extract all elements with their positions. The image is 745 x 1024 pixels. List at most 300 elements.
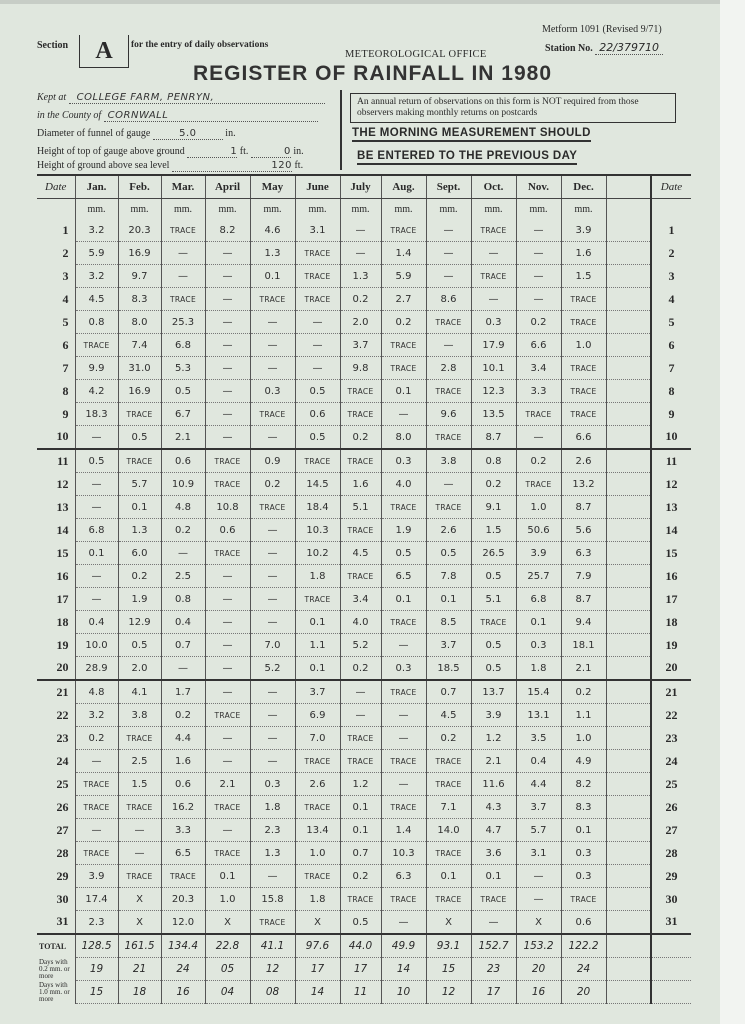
rainfall-cell: 1.3 xyxy=(250,242,295,265)
summary-cell-days-10mm: 04 xyxy=(205,981,250,1004)
rainfall-cell: 6.6 xyxy=(561,426,606,450)
rainfall-cell: 12.9 xyxy=(118,611,161,634)
table-row xyxy=(37,657,691,681)
rainfall-cell: 0.1 xyxy=(381,380,426,403)
date-cell: 9 xyxy=(37,403,75,426)
rainfall-cell: 13.5 xyxy=(471,403,516,426)
rainfall-cell: 0.6 xyxy=(205,519,250,542)
date-cell: 4 xyxy=(37,288,75,311)
rainfall-cell: TRACE xyxy=(381,796,426,819)
rainfall-cell: 2.1 xyxy=(471,750,516,773)
rainfall-cell: TRACE xyxy=(205,796,250,819)
rainfall-cell: 20.3 xyxy=(118,219,161,242)
date-cell-right: 19 xyxy=(651,634,691,657)
rainfall-cell: 26.5 xyxy=(471,542,516,565)
rainfall-cell: — xyxy=(205,819,250,842)
date-cell: 7 xyxy=(37,357,75,380)
table-row xyxy=(37,403,691,426)
rainfall-cell: 9.4 xyxy=(561,611,606,634)
rainfall-cell: 8.3 xyxy=(118,288,161,311)
date-cell: 28 xyxy=(37,842,75,865)
date-cell-right: 3 xyxy=(651,265,691,288)
rainfall-cell: TRACE xyxy=(118,865,161,888)
rainfall-cell: TRACE xyxy=(250,288,295,311)
rainfall-cell: — xyxy=(250,565,295,588)
date-cell: 18 xyxy=(37,611,75,634)
date-cell-right: 16 xyxy=(651,565,691,588)
table-row xyxy=(37,473,691,496)
rainfall-cell: 2.1 xyxy=(161,426,205,450)
rainfall-cell: TRACE xyxy=(161,219,205,242)
table-row xyxy=(37,565,691,588)
rainfall-cell: 1.0 xyxy=(205,888,250,911)
date-cell: 17 xyxy=(37,588,75,611)
date-cell: 27 xyxy=(37,819,75,842)
rainfall-cell: TRACE xyxy=(205,449,250,473)
rainfall-cell: 0.1 xyxy=(340,796,381,819)
metform-number: Metform 1091 (Revised 9/71) xyxy=(542,24,662,35)
rainfall-cell: TRACE xyxy=(561,403,606,426)
unit-label: mm. xyxy=(426,199,471,220)
unit-blank-right xyxy=(651,199,691,220)
rainfall-cell: TRACE xyxy=(381,611,426,634)
unit-label: mm. xyxy=(75,199,118,220)
rainfall-cell: — xyxy=(516,242,561,265)
date-cell-right: 20 xyxy=(651,657,691,681)
rainfall-cell: 9.1 xyxy=(471,496,516,519)
rainfall-cell: 0.5 xyxy=(295,380,340,403)
date-cell: 11 xyxy=(37,449,75,473)
rainfall-cell: 4.2 xyxy=(75,380,118,403)
rainfall-cell: 3.1 xyxy=(295,219,340,242)
summary-label-total: TOTAL xyxy=(37,934,75,958)
rainfall-cell: 31.0 xyxy=(118,357,161,380)
date-cell: 12 xyxy=(37,473,75,496)
rainfall-cell: — xyxy=(295,311,340,334)
rainfall-cell: 2.6 xyxy=(561,449,606,473)
date-cell: 13 xyxy=(37,496,75,519)
unit-label: mm. xyxy=(516,199,561,220)
rainfall-cell: 1.6 xyxy=(340,473,381,496)
rainfall-cell: 0.3 xyxy=(516,634,561,657)
blank-cell xyxy=(606,888,651,911)
rainfall-cell: TRACE xyxy=(426,750,471,773)
kept-at-field xyxy=(37,92,325,104)
rainfall-cell: 4.8 xyxy=(161,496,205,519)
table-row xyxy=(37,288,691,311)
rainfall-cell: 6.5 xyxy=(161,842,205,865)
gauge-height-label: Height of top of gauge above ground xyxy=(37,146,185,157)
unit-label: mm. xyxy=(205,199,250,220)
rainfall-cell: TRACE xyxy=(561,380,606,403)
rainfall-cell: TRACE xyxy=(340,519,381,542)
rainfall-cell: 0.5 xyxy=(340,911,381,935)
date-header-right: Date xyxy=(651,175,691,199)
rainfall-cell: 2.5 xyxy=(161,565,205,588)
rainfall-cell: 17.9 xyxy=(471,334,516,357)
unit-label: mm. xyxy=(161,199,205,220)
rainfall-cell: 5.6 xyxy=(561,519,606,542)
rainfall-cell: 2.3 xyxy=(250,819,295,842)
rainfall-cell: 2.1 xyxy=(561,657,606,681)
rainfall-cell: TRACE xyxy=(118,403,161,426)
rainfall-cell: 8.7 xyxy=(561,496,606,519)
rainfall-cell: 8.2 xyxy=(205,219,250,242)
rainfall-cell: — xyxy=(205,611,250,634)
rainfall-cell: 10.3 xyxy=(295,519,340,542)
rainfall-cell: 0.5 xyxy=(471,565,516,588)
rainfall-cell: — xyxy=(516,265,561,288)
rainfall-cell: 4.0 xyxy=(340,611,381,634)
rainfall-cell: TRACE xyxy=(340,449,381,473)
table-row xyxy=(37,634,691,657)
rainfall-cell: — xyxy=(250,750,295,773)
table-row xyxy=(37,426,691,450)
rainfall-cell: 8.3 xyxy=(561,796,606,819)
ground-height-field xyxy=(37,160,303,172)
rainfall-cell: 0.5 xyxy=(381,542,426,565)
scan-shadow xyxy=(0,0,720,4)
rainfall-cell: TRACE xyxy=(295,265,340,288)
blank-cell xyxy=(606,357,651,380)
blank-cell xyxy=(606,449,651,473)
date-cell: 8 xyxy=(37,380,75,403)
date-cell: 1 xyxy=(37,219,75,242)
rainfall-cell: — xyxy=(250,704,295,727)
rainfall-cell: TRACE xyxy=(561,311,606,334)
scan-edge xyxy=(720,0,745,1024)
rainfall-cell: 0.2 xyxy=(561,680,606,704)
rainfall-cell: TRACE xyxy=(426,773,471,796)
rainfall-cell: TRACE xyxy=(250,911,295,935)
summary-cell-days-10mm: 10 xyxy=(381,981,426,1004)
in-unit: in. xyxy=(293,146,304,157)
morning-notice-line2: BE ENTERED TO THE PREVIOUS DAY xyxy=(357,150,577,165)
ground-height-unit: ft. xyxy=(294,160,304,171)
date-cell-right: 4 xyxy=(651,288,691,311)
rainfall-cell: 0.2 xyxy=(161,704,205,727)
rainfall-cell: 5.1 xyxy=(471,588,516,611)
rainfall-cell: 6.3 xyxy=(381,865,426,888)
rainfall-cell: X xyxy=(118,888,161,911)
date-cell-right: 22 xyxy=(651,704,691,727)
summary-cell-days-10mm: 11 xyxy=(340,981,381,1004)
rainfall-cell: — xyxy=(250,588,295,611)
table-row xyxy=(37,219,691,242)
rainfall-cell: TRACE xyxy=(471,219,516,242)
table-row xyxy=(37,496,691,519)
blank-cell xyxy=(606,403,651,426)
rainfall-cell: 5.9 xyxy=(75,242,118,265)
unit-row xyxy=(37,199,691,220)
date-cell-right: 8 xyxy=(651,380,691,403)
rainfall-cell: 0.3 xyxy=(471,311,516,334)
rainfall-cell: TRACE xyxy=(295,449,340,473)
date-cell: 3 xyxy=(37,265,75,288)
rainfall-cell: 20.3 xyxy=(161,888,205,911)
rainfall-cell: 1.6 xyxy=(161,750,205,773)
rainfall-cell: TRACE xyxy=(561,888,606,911)
rainfall-cell: 1.1 xyxy=(295,634,340,657)
date-cell-right: 30 xyxy=(651,888,691,911)
rainfall-cell: — xyxy=(381,911,426,935)
date-cell: 6 xyxy=(37,334,75,357)
summary-cell-total: 93.1 xyxy=(426,934,471,958)
summary-cell-days-02mm: 12 xyxy=(250,958,295,981)
month-header-oct: Oct. xyxy=(471,175,516,199)
rainfall-cell: TRACE xyxy=(426,380,471,403)
rainfall-cell: 0.7 xyxy=(426,680,471,704)
rainfall-cell: — xyxy=(516,426,561,450)
rainfall-cell: — xyxy=(205,727,250,750)
rainfall-cell: 4.3 xyxy=(471,796,516,819)
summary-cell-days-02mm: 15 xyxy=(426,958,471,981)
rainfall-cell: 0.3 xyxy=(250,380,295,403)
rainfall-cell: — xyxy=(205,588,250,611)
blank-cell xyxy=(606,426,651,450)
rainfall-cell: TRACE xyxy=(381,680,426,704)
summary-cell-total: 41.1 xyxy=(250,934,295,958)
rainfall-cell: TRACE xyxy=(340,565,381,588)
rainfall-cell: TRACE xyxy=(340,380,381,403)
rainfall-table xyxy=(37,174,691,1004)
rainfall-cell: 1.0 xyxy=(516,496,561,519)
rainfall-cell: — xyxy=(205,334,250,357)
blank-cell xyxy=(606,819,651,842)
rainfall-cell: — xyxy=(75,496,118,519)
rainfall-cell: 16.9 xyxy=(118,242,161,265)
rainfall-cell: 0.2 xyxy=(250,473,295,496)
unit-label: mm. xyxy=(561,199,606,220)
rainfall-cell: 15.8 xyxy=(250,888,295,911)
date-cell: 19 xyxy=(37,634,75,657)
blank-cell xyxy=(606,611,651,634)
rainfall-cell: 0.5 xyxy=(295,426,340,450)
blank-cell xyxy=(606,219,651,242)
rainfall-cell: 1.1 xyxy=(561,704,606,727)
summary-blank xyxy=(606,934,651,958)
rainfall-cell: 0.5 xyxy=(75,449,118,473)
blank-cell xyxy=(606,542,651,565)
date-cell-right: 9 xyxy=(651,403,691,426)
summary-cell-days-10mm: 16 xyxy=(516,981,561,1004)
rainfall-cell: TRACE xyxy=(471,611,516,634)
rainfall-cell: — xyxy=(250,680,295,704)
rainfall-cell: — xyxy=(161,242,205,265)
rainfall-cell: 7.8 xyxy=(426,565,471,588)
rainfall-cell: TRACE xyxy=(426,842,471,865)
rainfall-cell: 2.0 xyxy=(118,657,161,681)
summary-cell-total: 161.5 xyxy=(118,934,161,958)
rainfall-cell: — xyxy=(205,242,250,265)
rainfall-cell: 4.4 xyxy=(161,727,205,750)
month-header-june: June xyxy=(295,175,340,199)
rainfall-cell: 0.9 xyxy=(250,449,295,473)
rainfall-cell: TRACE xyxy=(295,750,340,773)
rainfall-cell: 0.8 xyxy=(161,588,205,611)
rainfall-cell: 0.4 xyxy=(516,750,561,773)
date-cell-right: 11 xyxy=(651,449,691,473)
rainfall-cell: 3.9 xyxy=(471,704,516,727)
station-label: Station No. xyxy=(545,43,593,54)
date-cell-right: 27 xyxy=(651,819,691,842)
rainfall-cell: 0.1 xyxy=(426,865,471,888)
rainfall-cell: 8.0 xyxy=(118,311,161,334)
rainfall-cell: — xyxy=(340,704,381,727)
rainfall-cell: X xyxy=(516,911,561,935)
rainfall-cell: — xyxy=(340,242,381,265)
date-cell: 21 xyxy=(37,680,75,704)
rainfall-cell: — xyxy=(205,403,250,426)
rainfall-cell: 25.7 xyxy=(516,565,561,588)
rainfall-cell: — xyxy=(340,680,381,704)
funnel-unit: in. xyxy=(225,128,236,139)
rainfall-cell: 0.4 xyxy=(75,611,118,634)
rainfall-cell: 4.8 xyxy=(75,680,118,704)
rainfall-cell: 1.8 xyxy=(295,565,340,588)
table-row xyxy=(37,911,691,935)
rainfall-cell: 0.1 xyxy=(295,611,340,634)
rainfall-cell: — xyxy=(118,819,161,842)
rainfall-cell: 0.2 xyxy=(426,727,471,750)
rainfall-cell: 0.1 xyxy=(471,865,516,888)
rainfall-cell: 9.6 xyxy=(426,403,471,426)
rainfall-cell: 1.0 xyxy=(561,334,606,357)
rainfall-cell: 0.7 xyxy=(161,634,205,657)
rainfall-cell: 50.6 xyxy=(516,519,561,542)
rainfall-cell: 0.7 xyxy=(340,842,381,865)
rainfall-cell: TRACE xyxy=(340,750,381,773)
rainfall-cell: 0.6 xyxy=(161,449,205,473)
rainfall-cell: TRACE xyxy=(295,242,340,265)
blank-cell xyxy=(606,796,651,819)
date-cell-right: 25 xyxy=(651,773,691,796)
rainfall-cell: 2.7 xyxy=(381,288,426,311)
rainfall-cell: TRACE xyxy=(75,334,118,357)
rainfall-cell: 28.9 xyxy=(75,657,118,681)
rainfall-cell: 3.7 xyxy=(516,796,561,819)
rainfall-cell: 0.1 xyxy=(75,542,118,565)
blank-cell xyxy=(606,911,651,935)
rainfall-cell: 7.4 xyxy=(118,334,161,357)
blank-cell xyxy=(606,565,651,588)
date-cell: 14 xyxy=(37,519,75,542)
rainfall-cell: 0.3 xyxy=(561,842,606,865)
unit-label: mm. xyxy=(381,199,426,220)
rainfall-cell: 0.5 xyxy=(426,542,471,565)
rainfall-cell: TRACE xyxy=(75,796,118,819)
rainfall-cell: 5.2 xyxy=(250,657,295,681)
summary-blank-right xyxy=(651,934,691,958)
rainfall-cell: TRACE xyxy=(426,496,471,519)
rainfall-cell: TRACE xyxy=(471,265,516,288)
rainfall-cell: — xyxy=(295,357,340,380)
month-header-jan: Jan. xyxy=(75,175,118,199)
rainfall-cell: 6.8 xyxy=(75,519,118,542)
rainfall-cell: 12.0 xyxy=(161,911,205,935)
summary-cell-days-02mm: 23 xyxy=(471,958,516,981)
rainfall-cell: 3.1 xyxy=(516,842,561,865)
rainfall-cell: TRACE xyxy=(340,403,381,426)
rainfall-cell: 10.2 xyxy=(295,542,340,565)
summary-cell-days-02mm: 24 xyxy=(561,958,606,981)
rainfall-cell: TRACE xyxy=(250,403,295,426)
summary-row-days-02mm xyxy=(37,958,691,981)
rainfall-cell: X xyxy=(426,911,471,935)
month-header-nov: Nov. xyxy=(516,175,561,199)
table-row xyxy=(37,773,691,796)
month-header-row xyxy=(37,175,691,199)
rainfall-cell: — xyxy=(205,288,250,311)
rainfall-cell: — xyxy=(205,750,250,773)
rainfall-cell: — xyxy=(250,727,295,750)
rainfall-cell: TRACE xyxy=(118,449,161,473)
rainfall-cell: — xyxy=(516,219,561,242)
rainfall-cell: 6.0 xyxy=(118,542,161,565)
rainfall-cell: 0.6 xyxy=(561,911,606,935)
date-cell: 22 xyxy=(37,704,75,727)
kept-at-label: Kept at xyxy=(37,92,67,103)
rainfall-cell: — xyxy=(381,704,426,727)
rainfall-cell: 4.9 xyxy=(561,750,606,773)
blank-cell xyxy=(606,704,651,727)
blank-cell xyxy=(606,311,651,334)
summary-cell-days-10mm: 15 xyxy=(75,981,118,1004)
rainfall-cell: 1.8 xyxy=(516,657,561,681)
date-cell-right: 26 xyxy=(651,796,691,819)
rainfall-cell: 1.3 xyxy=(340,265,381,288)
rainfall-cell: 1.4 xyxy=(381,819,426,842)
rainfall-cell: — xyxy=(426,334,471,357)
rainfall-cell: 10.9 xyxy=(161,473,205,496)
month-header-sept: Sept. xyxy=(426,175,471,199)
summary-label-days-02mm: Days with 0.2 mm. or more xyxy=(37,958,75,981)
rainfall-cell: 9.7 xyxy=(118,265,161,288)
table-row xyxy=(37,842,691,865)
rainfall-cell: 18.1 xyxy=(561,634,606,657)
rainfall-cell: TRACE xyxy=(381,219,426,242)
table-row xyxy=(37,449,691,473)
rainfall-cell: 0.2 xyxy=(118,565,161,588)
rainfall-cell: 0.8 xyxy=(75,311,118,334)
rainfall-cell: 3.3 xyxy=(161,819,205,842)
rainfall-cell: — xyxy=(250,357,295,380)
rainfall-cell: 1.2 xyxy=(471,727,516,750)
rainfall-cell: 0.3 xyxy=(381,449,426,473)
rainfall-cell: 8.7 xyxy=(471,426,516,450)
rainfall-cell: 1.7 xyxy=(161,680,205,704)
table-row xyxy=(37,865,691,888)
station-number-field xyxy=(545,41,663,54)
rainfall-cell: — xyxy=(471,911,516,935)
rainfall-cell: 6.7 xyxy=(161,403,205,426)
rainfall-cell: 0.2 xyxy=(340,657,381,681)
rainfall-cell: TRACE xyxy=(381,357,426,380)
rainfall-cell: 5.9 xyxy=(381,265,426,288)
rainfall-cell: 13.4 xyxy=(295,819,340,842)
rainfall-cell: 0.2 xyxy=(340,865,381,888)
month-header-dec: Dec. xyxy=(561,175,606,199)
section-letter-box: A xyxy=(79,35,129,68)
rainfall-cell: 1.0 xyxy=(295,842,340,865)
rainfall-cell: 1.3 xyxy=(250,842,295,865)
blank-cell xyxy=(606,865,651,888)
date-cell-right: 5 xyxy=(651,311,691,334)
rainfall-cell: 0.5 xyxy=(161,380,205,403)
unit-label: mm. xyxy=(340,199,381,220)
summary-label-days-10mm: Days with 1.0 mm. or more xyxy=(37,981,75,1004)
rainfall-cell: 7.0 xyxy=(295,727,340,750)
